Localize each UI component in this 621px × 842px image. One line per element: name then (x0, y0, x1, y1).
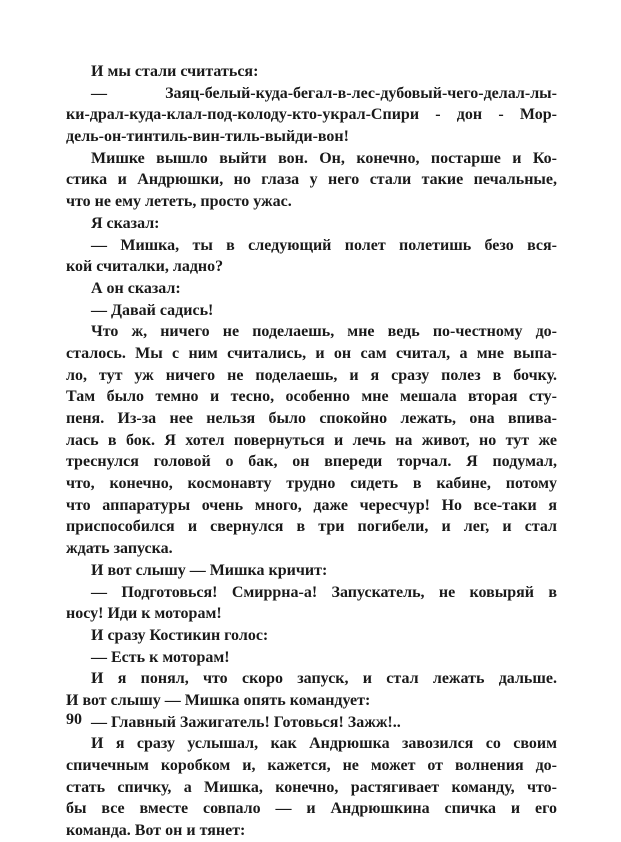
text-line: Что ж, ничего не поделаешь, мне ведь по-честному до- (91, 323, 557, 341)
text-line: стать спичку, а Мишка, конечно, растягивает команду, что- (66, 778, 557, 796)
text-line: А он сказал: (91, 279, 181, 297)
text-line: — Главный Зажигатель! Готовься! Зажж!.. (91, 713, 401, 731)
text-line: стика и Андрюшки, но глаза у него стали такие печальные, (66, 171, 557, 189)
text-line: лась в бок. Я хотел повернуться и лечь на живот, но тут же (66, 431, 557, 449)
text-line: — Есть к моторам! (91, 648, 230, 666)
text-line: команда. Вот он и тянет: (66, 822, 246, 840)
text-line: спичечным коробком и, кажется, не может от волнения до- (66, 757, 557, 774)
text-line: пеня. Из-за нее нельзя было спокойно лежать, она впива- (66, 410, 557, 427)
text-line: кой считалки, ладно? (66, 258, 224, 276)
text-line: дель-он-тинтиль-вин-тиль-выйди-вон! (66, 128, 349, 146)
body-text (66, 61, 557, 842)
text-line: что аппаратуры очень много, даже чересчур! Но все-таки я (66, 496, 557, 514)
page-number: 90 (66, 711, 82, 728)
text-line: сталось. Мы с ним считались, и он сам считал, а мне выпа- (66, 344, 557, 362)
text-line: треснулся головой о бак, он впереди торчал. Я подумал, (66, 453, 557, 471)
text-line: — Давай садись! (91, 301, 214, 319)
text-line: И я понял, что скоро запуск, и стал лежать дальше. (91, 670, 557, 688)
text-line: приспособился и свернулся в три погибели, и лег, и стал (66, 518, 557, 536)
text-line: Там было темно и тесно, особенно мне мешала вторая сту- (66, 388, 557, 406)
text-line: ждать запуска. (66, 540, 173, 558)
text-line: носу! Иди к моторам! (66, 605, 222, 623)
text-line: — Мишка, ты в следующий полет полетишь безо вся- (91, 236, 557, 254)
text-line: ки-драл-куда-клал-под-колоду-кто-украл-Спири - дон - Мор- (66, 106, 557, 124)
text-line: Я сказал: (91, 214, 160, 232)
text-line: И сразу Костикин голос: (91, 626, 269, 644)
text-line: Мишке вышло выйти вон. Он, конечно, постарше и Ко- (91, 149, 557, 167)
text-line: что не ему лететь, просто ужас. (66, 193, 292, 211)
text-line: И вот слышу — Мишка опять командует: (66, 691, 371, 709)
text-line: И мы стали считаться: (91, 63, 259, 80)
text-line: И вот слышу — Мишка кричит: (91, 561, 328, 579)
text-line: бы все вместе совпало — и Андрюшкина спичка и его (66, 800, 557, 818)
text-line: ло, тут уж ничего не поделаешь, и я сразу полез в бочку. (66, 366, 557, 384)
text-line: И я сразу услышал, как Андрюшка завозился со своим (91, 735, 557, 753)
text-line: что, конечно, космонавту трудно сидеть в кабине, потому (66, 475, 557, 493)
text-line: — Подготовься! Смиррна-а! Запускатель, не ковыряй в (91, 583, 557, 601)
text-line: — Заяц-белый-куда-бегал-в-лес-дубовый-чего-делал-лы- (91, 84, 557, 102)
